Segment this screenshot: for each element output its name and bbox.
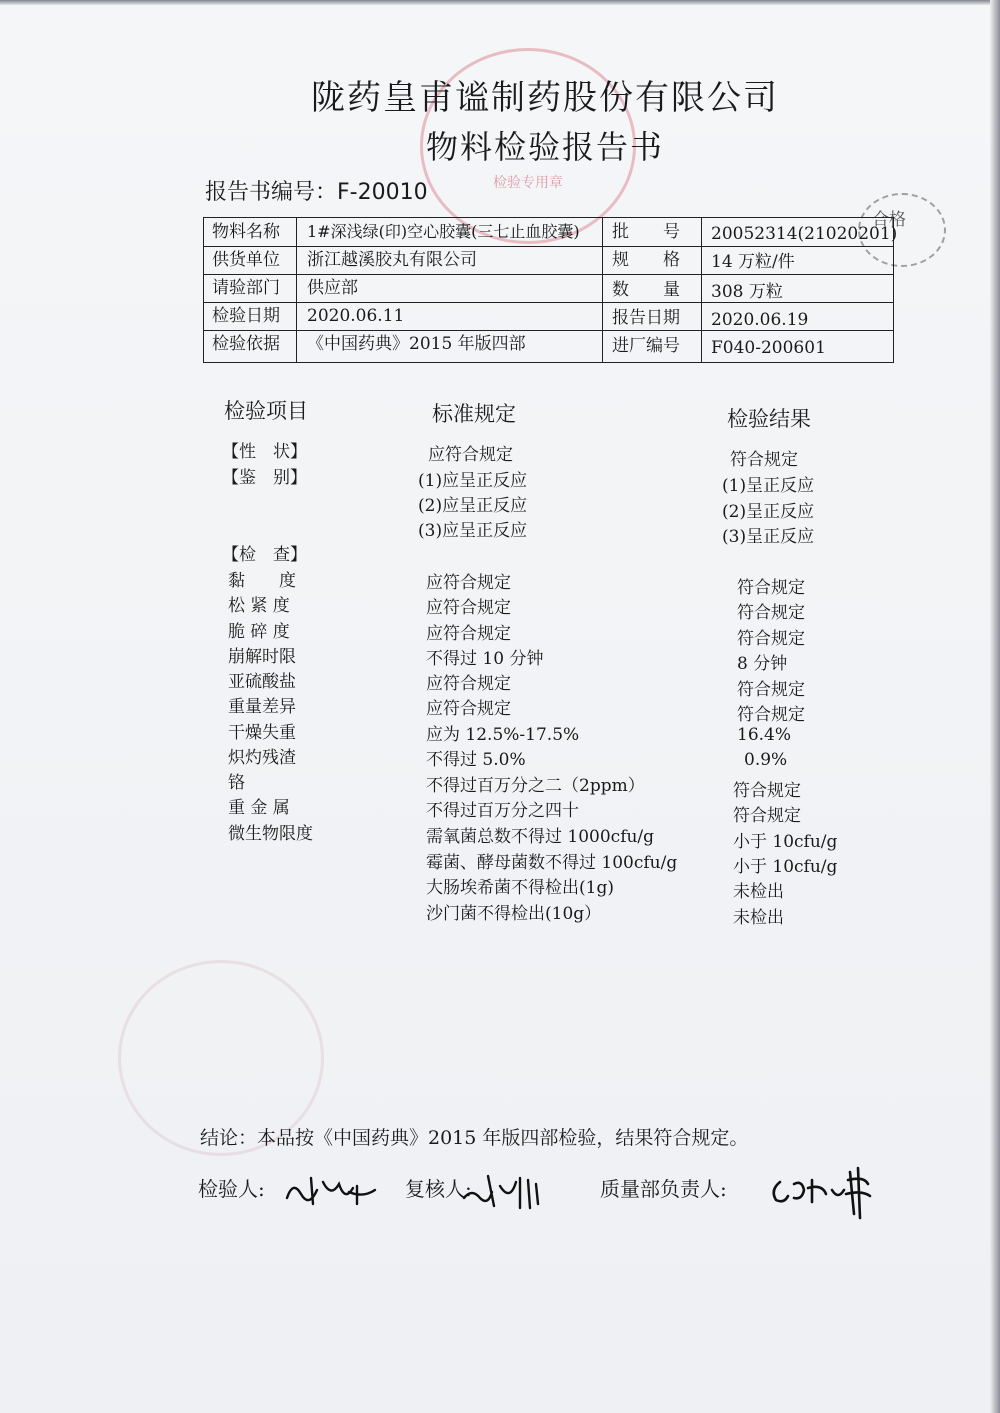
row-result: (3)呈正反应 <box>722 527 815 547</box>
label-report-date: 报告日期 <box>612 308 680 328</box>
column-header-standard: 标准规定 <box>432 402 516 426</box>
row-item: 亚硫酸盐 <box>228 672 296 692</box>
inspector-label: 检验人: <box>198 1177 265 1201</box>
reviewer-signature <box>458 1168 578 1212</box>
row-result: 符合规定 <box>733 806 801 826</box>
row-result: (2)呈正反应 <box>722 502 815 522</box>
row-result: 符合规定 <box>730 450 798 470</box>
row-standard: 不得过 10 分钟 <box>426 649 544 669</box>
row-item: 【检 查】 <box>222 545 307 565</box>
row-item: 铬 <box>228 773 245 793</box>
row-standard: 应符合规定 <box>426 699 511 719</box>
company-seal-text: 检验专用章 <box>493 175 563 191</box>
row-standard: (3)应呈正反应 <box>418 521 528 541</box>
row-item: 干燥失重 <box>228 723 296 743</box>
row-item: 炽灼残渣 <box>228 748 296 768</box>
row-result: 未检出 <box>733 882 784 902</box>
report-title: 物料检验报告书 <box>425 128 664 166</box>
row-standard: 大肠埃希菌不得检出(1g) <box>426 878 614 898</box>
report-number: 报告书编号：F-20010 <box>205 180 428 205</box>
row-item: 崩解时限 <box>228 647 296 667</box>
label-basis: 检验依据 <box>212 334 280 354</box>
qa-manager-signature <box>768 1160 898 1220</box>
label-supplier: 供货单位 <box>212 250 280 270</box>
label-material-name: 物料名称 <box>212 222 280 242</box>
row-result: 符合规定 <box>737 578 805 598</box>
value-entry-no: F040-200601 <box>711 338 826 358</box>
value-basis: 《中国药典》2015 年版四部 <box>307 334 526 354</box>
row-standard: 应符合规定 <box>426 674 511 694</box>
row-result: (1)呈正反应 <box>722 476 815 496</box>
row-standard: 不得过百万分之四十 <box>426 801 579 821</box>
row-result: 符合规定 <box>737 629 805 649</box>
row-result: 符合规定 <box>737 705 805 725</box>
value-quantity: 308 万粒 <box>711 282 783 302</box>
row-item: 【鉴 别】 <box>222 468 307 488</box>
row-result: 小于 10cfu/g <box>733 832 838 852</box>
row-standard: (1)应呈正反应 <box>418 471 528 491</box>
row-item: 【性 状】 <box>222 442 307 462</box>
row-standard: 应为 12.5%-17.5% <box>426 725 580 745</box>
row-item: 脆 碎 度 <box>228 622 290 642</box>
value-request-dept: 供应部 <box>307 278 358 298</box>
value-report-date: 2020.06.19 <box>711 310 809 330</box>
label-request-dept: 请验部门 <box>212 278 280 298</box>
row-result: 符合规定 <box>737 680 805 700</box>
row-item: 松 紧 度 <box>228 596 290 616</box>
reviewer-label: 复核人: <box>405 1177 472 1201</box>
row-item: 重量差异 <box>228 697 296 717</box>
conclusion-text: 结论：本品按《中国药典》2015 年版四部检验，结果符合规定。 <box>200 1127 749 1149</box>
row-standard: 沙门菌不得检出(10g） <box>426 904 602 924</box>
material-info-table <box>203 217 898 363</box>
row-standard: 需氧菌总数不得过 1000cfu/g <box>426 827 655 847</box>
row-standard: 应符合规定 <box>426 598 511 618</box>
row-standard: 应符合规定 <box>428 445 513 465</box>
column-header-result: 检验结果 <box>727 407 811 431</box>
value-inspection-date: 2020.06.11 <box>307 306 405 326</box>
row-standard: 不得过 5.0% <box>426 750 526 770</box>
column-header-item: 检验项目 <box>224 399 308 423</box>
row-result: 16.4% <box>737 725 792 745</box>
value-supplier: 浙江越溪胶丸有限公司 <box>307 250 477 270</box>
inspector-signature <box>283 1168 403 1212</box>
row-item: 黏 度 <box>228 571 296 591</box>
row-result: 小于 10cfu/g <box>733 857 838 877</box>
row-result: 未检出 <box>733 908 784 928</box>
row-result: 符合规定 <box>737 603 805 623</box>
row-standard: 应符合规定 <box>426 624 511 644</box>
row-standard: 不得过百万分之二（2ppm） <box>426 776 645 796</box>
value-batch-no: 20052314(21020201) <box>711 224 898 244</box>
row-result: 8 分钟 <box>737 654 788 674</box>
row-standard: 应符合规定 <box>426 573 511 593</box>
row-item: 微生物限度 <box>228 824 313 844</box>
qualified-stamp-text: 合格 <box>872 210 906 230</box>
qa-manager-label: 质量部负责人: <box>600 1177 727 1201</box>
row-result: 符合规定 <box>733 781 801 801</box>
label-entry-no: 进厂编号 <box>612 336 680 356</box>
label-inspection-date: 检验日期 <box>212 306 280 326</box>
value-material-name: 1#深浅绿(印)空心胶囊(三七止血胶囊) <box>307 222 580 241</box>
label-quantity: 数 量 <box>612 280 680 300</box>
scan-edge-top <box>0 0 1000 5</box>
label-spec: 规 格 <box>612 250 680 270</box>
label-batch-no: 批 号 <box>612 222 680 242</box>
row-item: 重 金 属 <box>228 798 290 818</box>
row-standard: (2)应呈正反应 <box>418 496 528 516</box>
scan-edge-right <box>990 0 1000 1413</box>
value-spec: 14 万粒/件 <box>711 252 795 272</box>
company-name: 陇药皇甫谧制药股份有限公司 <box>311 78 779 118</box>
row-result: 0.9% <box>744 750 788 770</box>
row-standard: 霉菌、酵母菌数不得过 100cfu/g <box>426 853 678 873</box>
